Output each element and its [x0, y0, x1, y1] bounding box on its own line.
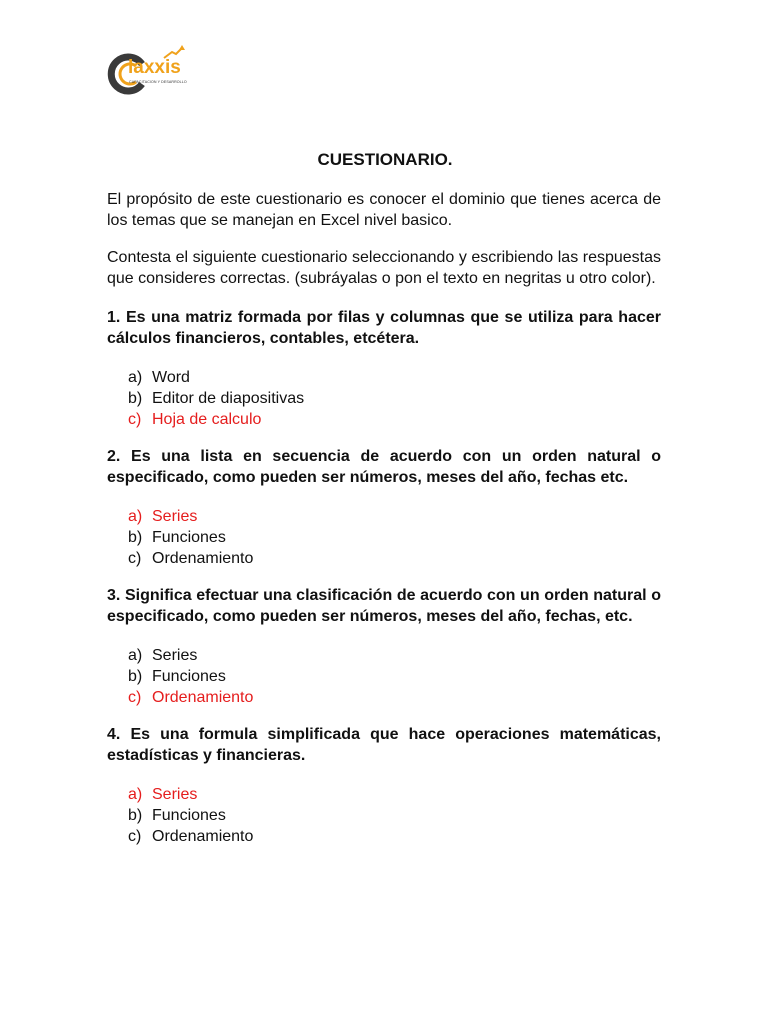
question-4-options: [128, 784, 661, 847]
question-1-text: 1. Es una matriz formada por filas y columnas que se utiliza para hacer cálculos financieros, contables, etcétera.: [107, 309, 661, 347]
document-title: CUESTIONARIO.: [317, 150, 453, 169]
option-text: Ordenamiento: [152, 689, 254, 706]
option-letter: b): [128, 529, 143, 546]
answer-option[interactable]: [128, 548, 661, 569]
option-letter: a): [128, 508, 143, 525]
answer-option[interactable]: [128, 506, 661, 527]
questions-list: [107, 307, 661, 847]
option-letter: a): [128, 786, 143, 803]
option-letter: c): [128, 550, 142, 567]
answer-option[interactable]: [128, 388, 661, 409]
option-text: Ordenamiento: [152, 550, 254, 567]
option-letter: c): [128, 689, 142, 706]
option-text: Editor de diapositivas: [152, 390, 305, 407]
option-letter: c): [128, 828, 142, 845]
question-3-text: 3. Significa efectuar una clasificación de acuerdo con un orden natural o especificado, como pueden ser números, meses del año, fechas, etc.: [107, 587, 661, 625]
option-text: Funciones: [152, 668, 226, 685]
option-letter: b): [128, 668, 143, 685]
answer-option[interactable]: [128, 367, 661, 388]
intro-paragraph: El propósito de este cuestionario es conocer el dominio que tienes acerca de los temas que se manejan en Excel nivel basico.: [107, 191, 661, 229]
instructions-paragraph: Contesta el siguiente cuestionario seleccionando y escribiendo las respuestas que consideres correctas. (subráyalas o pon el texto en negritas u otro color).: [107, 249, 661, 287]
option-text: Funciones: [152, 807, 226, 824]
option-letter: c): [128, 411, 142, 428]
option-text: Funciones: [152, 529, 226, 546]
answer-option[interactable]: [128, 805, 661, 826]
option-text: Word: [152, 369, 190, 386]
claxxis-logo: [104, 44, 214, 100]
question-2-text: 2. Es una lista en secuencia de acuerdo con un orden natural o especificado, como pueden ser números, meses del año, fechas etc.: [107, 448, 661, 486]
logo-tagline: CAPACITACION Y DESARROLLO: [129, 80, 187, 84]
question-1-options: [128, 367, 661, 430]
option-letter: a): [128, 647, 143, 664]
answer-option[interactable]: [128, 784, 661, 805]
question-2-options: [128, 506, 661, 569]
logo-wordmark: laxxis: [128, 57, 181, 78]
option-text: Series: [152, 786, 198, 803]
answer-option[interactable]: [128, 687, 661, 708]
answer-option[interactable]: [128, 826, 661, 847]
document-body: [107, 150, 661, 863]
answer-option[interactable]: [128, 527, 661, 548]
option-letter: b): [128, 390, 143, 407]
answer-option[interactable]: [128, 666, 661, 687]
option-letter: a): [128, 369, 143, 386]
option-text: Hoja de calculo: [152, 411, 262, 428]
question-3-options: [128, 645, 661, 708]
option-text: Series: [152, 508, 198, 525]
option-text: Series: [152, 647, 198, 664]
answer-option[interactable]: [128, 409, 661, 430]
option-text: Ordenamiento: [152, 828, 254, 845]
answer-option[interactable]: [128, 645, 661, 666]
option-letter: b): [128, 807, 143, 824]
question-4-text: 4. Es una formula simplificada que hace operaciones matemáticas, estadísticas y financieras.: [107, 726, 661, 764]
